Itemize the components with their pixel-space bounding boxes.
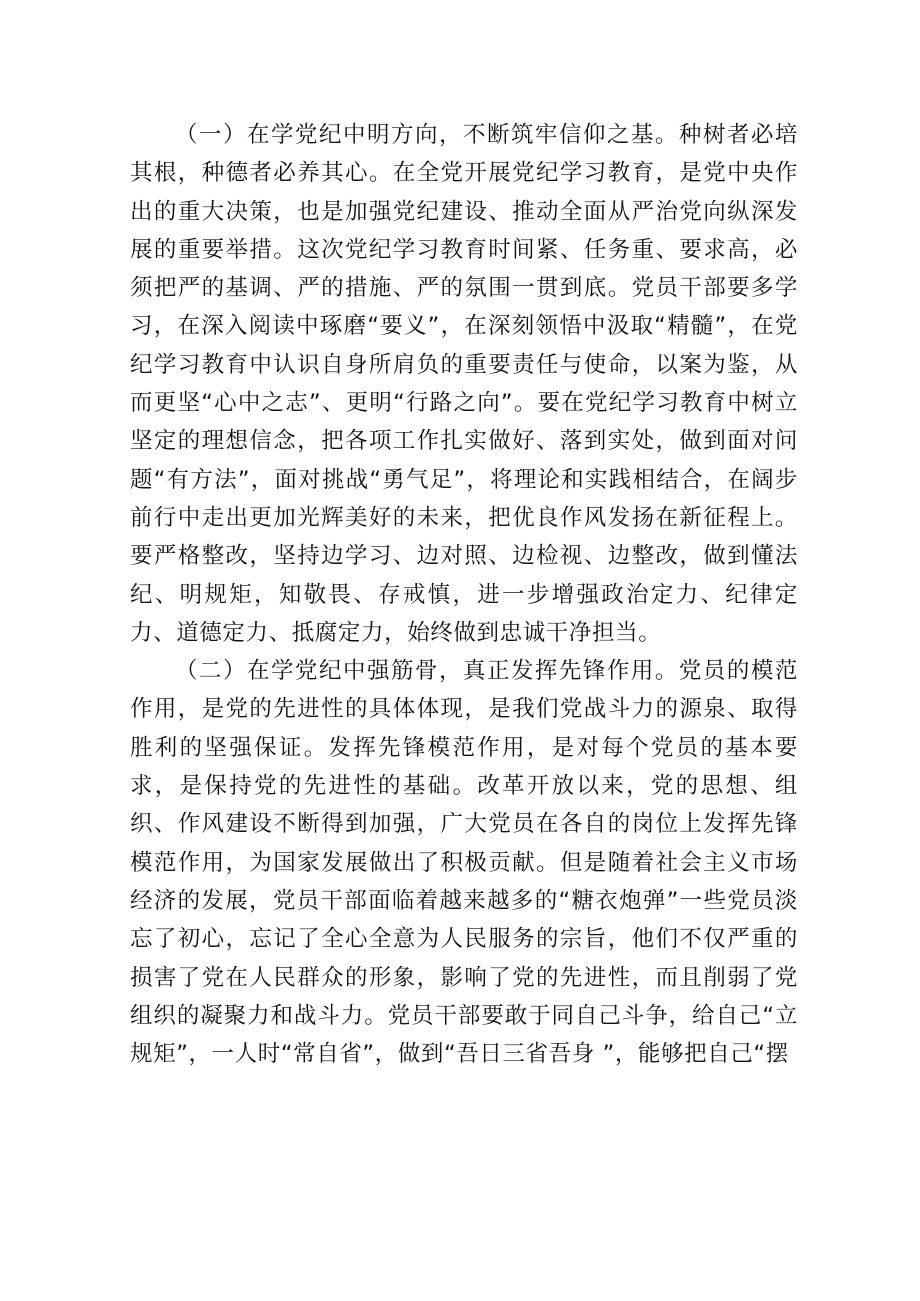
paragraph-1: （一）在学党纪中明方向，不断筑牢信仰之基。种树者必培其根，种德者必养其心。在全党开展党纪学习教育，是党中央作出的重大决策，也是加强党纪建设、推动全面从严治党向纵深发展的重要举措。这次党纪学习教育时间紧、任务重、要求高，必须把严的基调、严的措施、严的氛围一贯到底。党员干部要多学习，在深入阅读中琢磨“要义”，在深刻领悟中汲取“精髓”，在党纪学习教育中认识自身所肩负的重要责任与使命，以案为鉴，从而更坚“心中之志”、更明“行路之向”。要在党纪学习教育中树立坚定的理想信念，把各项工作扎实做好、落到实处，做到面对问题“有方法”，面对挑战“勇气足”，将理论和实践相结合，在阔步前行中走出更加光辉美好的未来，把优良作风发扬在新征程上。要严格整改，坚持边学习、边对照、边检视、边整改，做到懂法纪、明规矩，知敬畏、存戒慎，进一步增强政治定力、纪律定力、道德定力、抵腐定力，始终做到忠诚干净担当。 [130, 122, 798, 646]
document-body [130, 116, 798, 1073]
paragraph-2: （二）在学党纪中强筋骨，真正发挥先锋作用。党员的模范作用，是党的先进性的具体体现，是我们党战斗力的源泉、取得胜利的坚强保证。发挥先锋模范作用，是对每个党员的基本要求，是保持党的先进性的基础。改革开放以来，党的思想、组织、作风建设不断得到加强，广大党员在各自的岗位上发挥先锋模范作用，为国家发展做出了积极贡献。但是随着社会主义市场经济的发展，党员干部面临着越来越多的“糖衣炮弹”一些党员淡忘了初心，忘记了全心全意为人民服务的宗旨，他们不仅严重的损害了党在人民群众的形象，影响了党的先进性，而且削弱了党组织的凝聚力和战斗力。党员干部要敢于同自己斗争，给自己“立规矩”，一人时“常自省”，做到“吾日三省吾身 ”，能够把自己“摆 [130, 658, 798, 1068]
